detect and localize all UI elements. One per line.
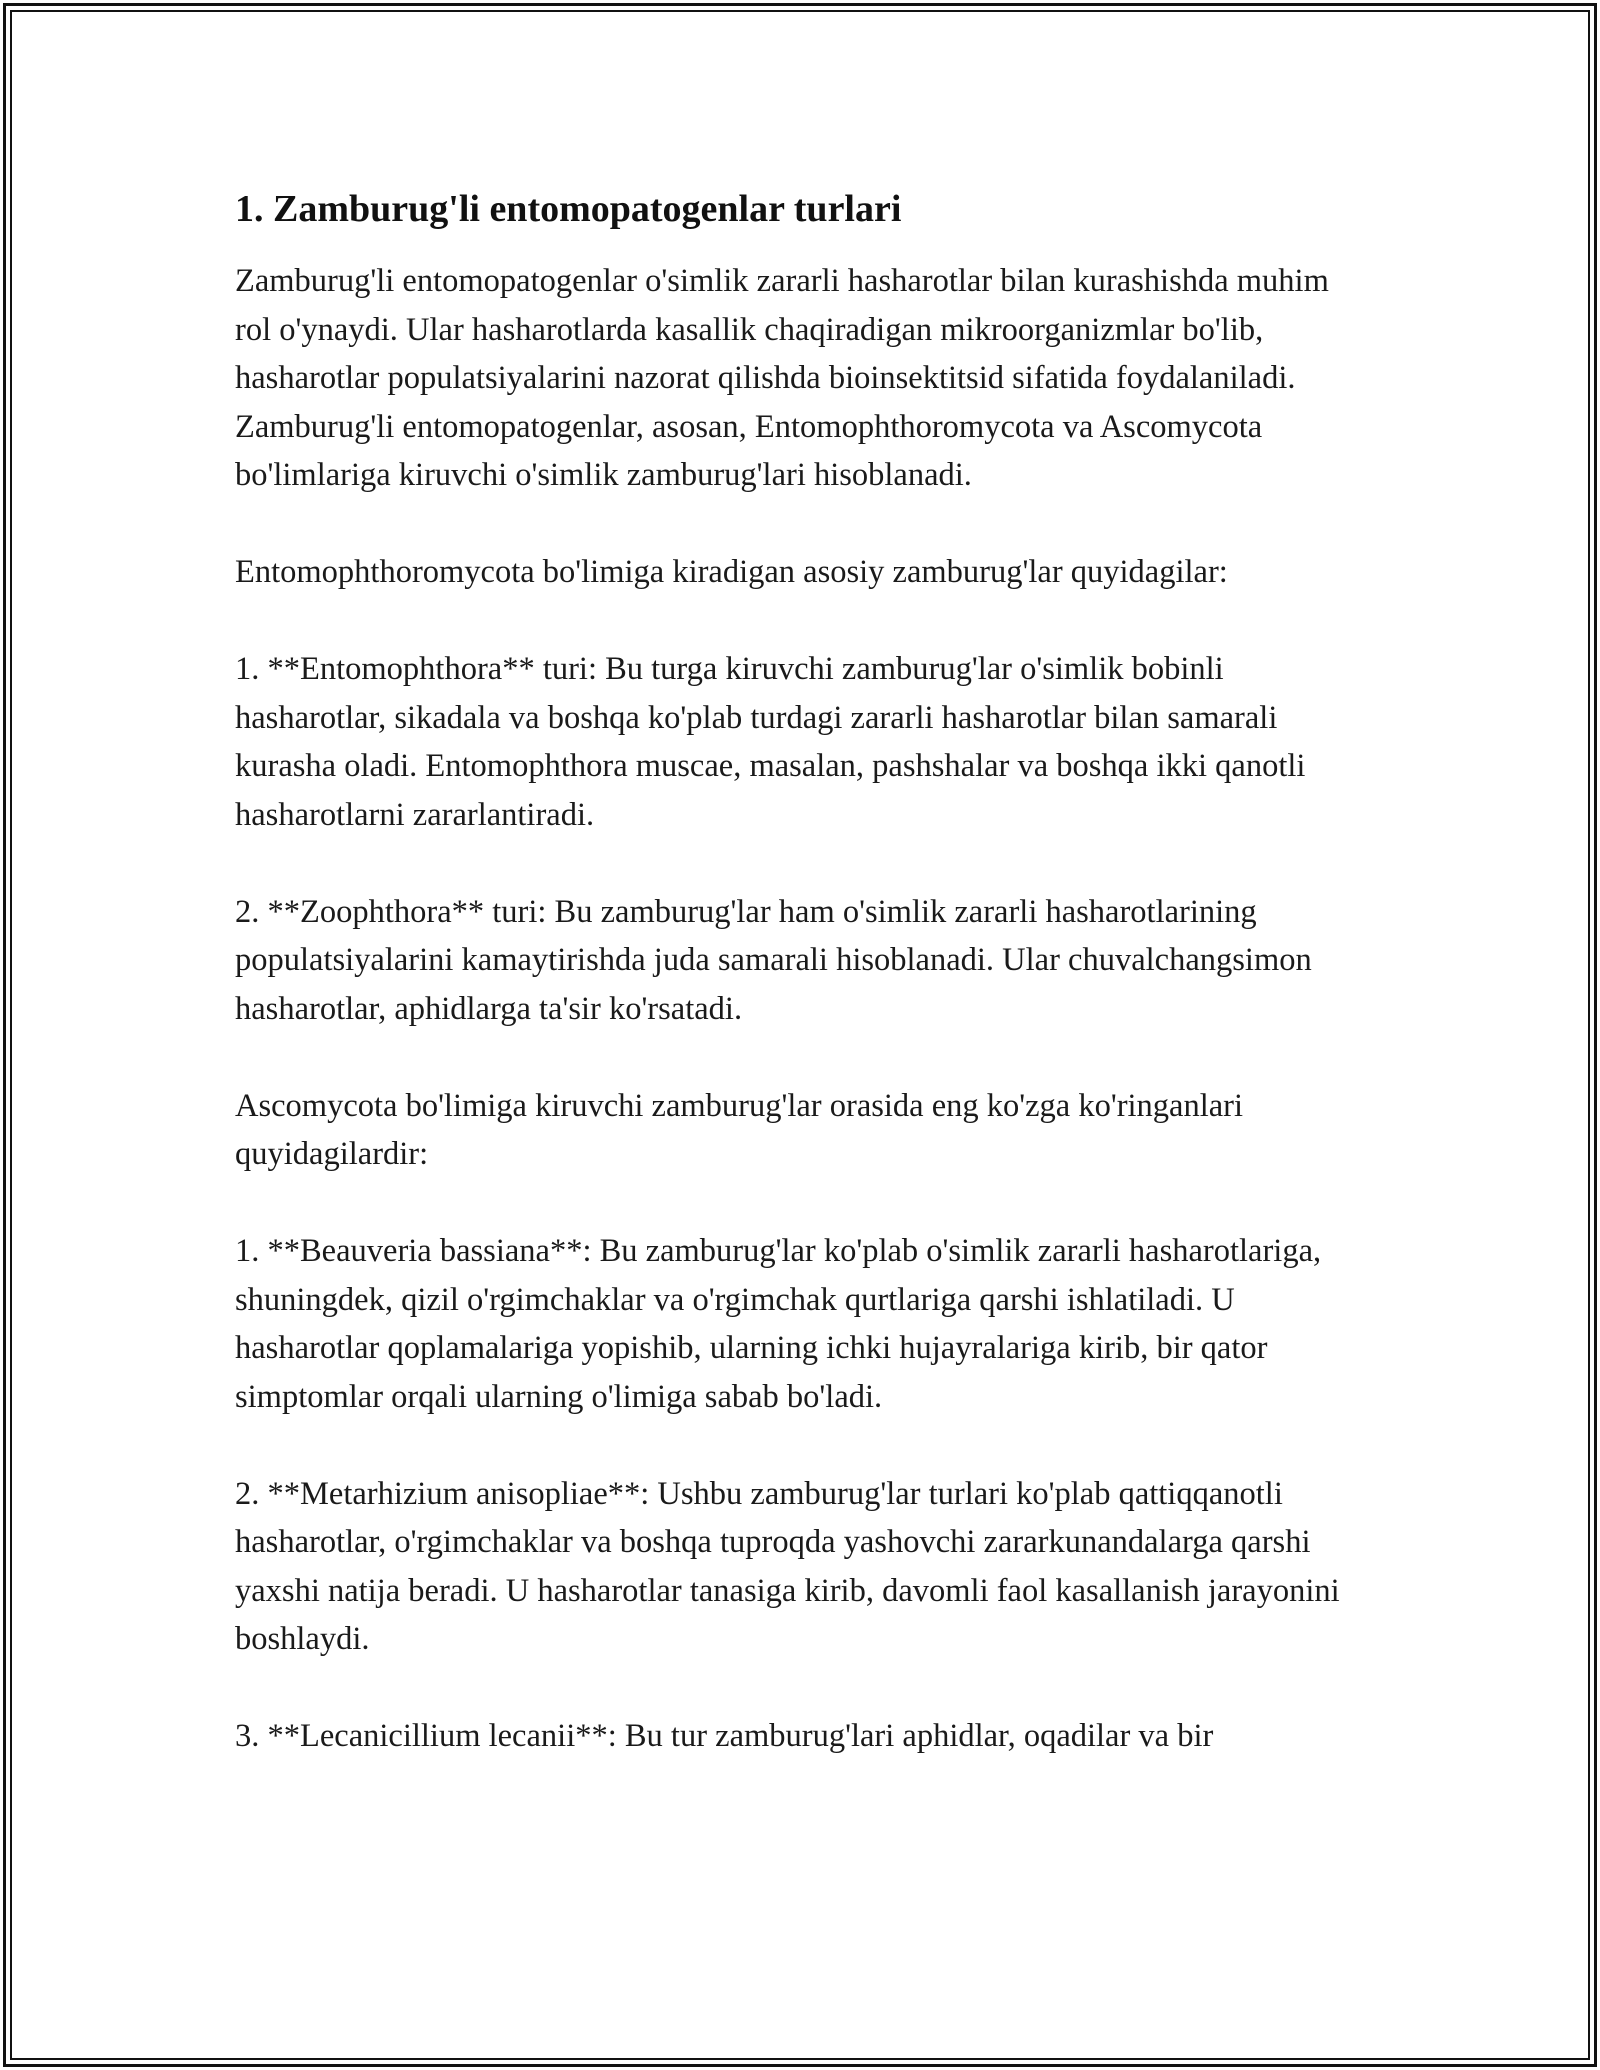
list-item-metarhizium: 2. **Metarhizium anisopliae**: Ushbu zamburug'lar turlari ko'plab qattiqqanotli hasharotlar, o'rgimchaklar va boshqa tuproqda yashovchi zararkunandalarga qarshi yaxshi natija beradi. U hasharotlar tanasiga kirib, davomli faol kasallanish jarayonini boshlaydi. [235, 1475, 1340, 1657]
paragraph-intro: Zamburug'li entomopatogenlar o'simlik zararli hasharotlar bilan kurashishda muhim rol o'ynaydi. Ular hasharotlarda kasallik chaqiradigan mikroorganizmlar bo'lib, hasharotlar populatsiyalarini nazorat qilishda bioinsektitsid sifatida foydalaniladi. Zamburug'li entomopatogenlar, asosan, Entomophthoromycota va Ascomycota bo'limlariga kiruvchi o'simlik zamburug'lari hisoblanadi. [235, 263, 1329, 493]
paragraph-entomophthoromycota-heading: Entomophthoromycota bo'limiga kiradigan asosiy zamburug'lar quyidagilar: [235, 554, 1228, 590]
list-item-lecanicillium: 3. **Lecanicillium lecanii**: Bu tur zamburug'lari aphidlar, oqadilar va bir [235, 1718, 1214, 1754]
paragraph-ascomycota-heading: Ascomycota bo'limiga kiruvchi zamburug'lar orasida eng ko'zga ko'ringanlari quyidagilardir: [235, 1087, 1244, 1172]
list-item-zoophthora: 2. **Zoophthora** turi: Bu zamburug'lar ham o'simlik zararli hasharotlarining populatsiyalarini kamaytirishda juda samarali hisoblanadi. Ular chuvalchangsimon hasharotlar, aphidlarga ta'sir ko'rsatadi. [235, 893, 1312, 1027]
list-item-beauveria: 1. **Beauveria bassiana**: Bu zamburug'lar ko'plab o'simlik zararli hasharotlariga, shuningdek, qizil o'rgimchaklar va o'rgimchak qurtlariga qarshi ishlatiladi. U hasharotlar qoplamalariga yopishib, ularning ichki hujayralariga kirib, bir qator simptomlar orqali ularning o'limiga sabab bo'ladi. [235, 1233, 1322, 1415]
list-item-entomophthora: 1. **Entomophthora** turi: Bu turga kiruvchi zamburug'lar o'simlik bobinli hasharotlar, sikadala va boshqa ko'plab turdagi zararli hasharotlar bilan samarali kurasha oladi. Entomophthora muscae, masalan, pashshalar va boshqa ikki qanotli hasharotlarni zararlantiradi. [235, 651, 1306, 833]
document-body [235, 185, 1365, 1809]
page-title: 1. Zamburug'li entomopatogenlar turlari [235, 188, 902, 230]
